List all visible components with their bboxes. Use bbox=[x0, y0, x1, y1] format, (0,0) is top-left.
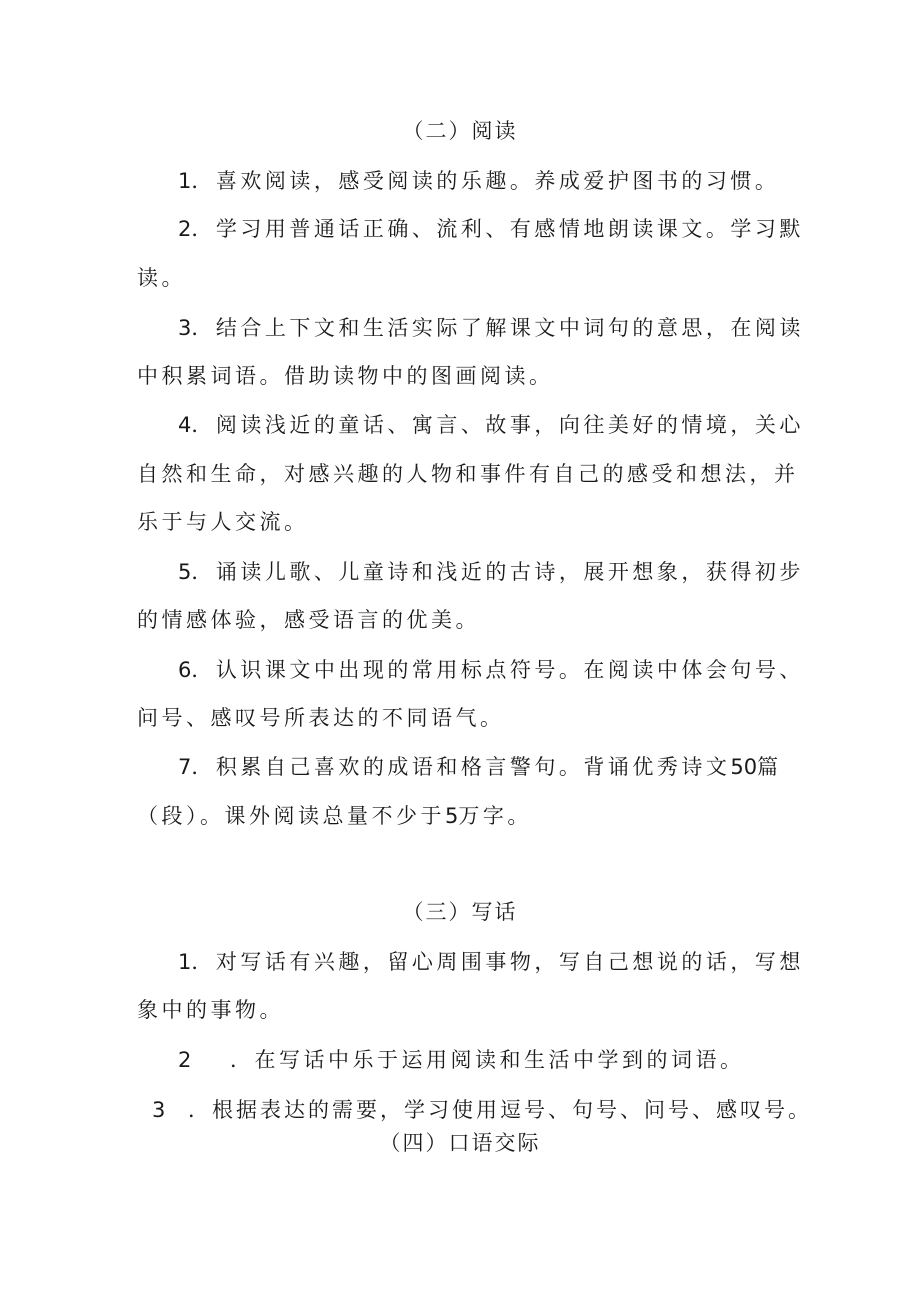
item-number-inline: 5 bbox=[445, 804, 459, 828]
reading-item-4-cont-2: 乐于与人交流。 bbox=[137, 510, 309, 534]
reading-item-2-cont: 读。 bbox=[137, 266, 186, 290]
item-number: 5 bbox=[178, 560, 192, 584]
item-text: ．积累自己喜欢的成语和格言警句。背诵优秀诗文 bbox=[191, 755, 731, 779]
reading-item-5-cont: 的情感体验，感受语言的优美。 bbox=[137, 608, 480, 632]
item-text: ．阅读浅近的童话、寓言、故事，向往美好的情境，关心 bbox=[191, 413, 804, 437]
reading-item-6-cont: 问号、感叹号所表达的不同语气。 bbox=[137, 706, 505, 730]
reading-item-5 bbox=[178, 557, 838, 587]
reading-item-4 bbox=[178, 410, 838, 440]
writing-item-1 bbox=[178, 947, 838, 977]
reading-item-4-cont-1: 自然和生命，对感兴趣的人物和事件有自己的感受和想法，并 bbox=[137, 462, 799, 486]
reading-item-7 bbox=[178, 752, 838, 782]
writing-item-2 bbox=[178, 1045, 838, 1075]
item-number: 6 bbox=[178, 658, 192, 682]
item-text: ．诵读儿歌、儿童诗和浅近的古诗，展开想象，获得初步 bbox=[191, 560, 804, 584]
item-text: ．喜欢阅读，感受阅读的乐趣。养成爱护图书的习惯。 bbox=[191, 169, 780, 193]
item-number-inline: 50 bbox=[730, 755, 758, 779]
item-text: ．学习用普通话正确、流利、有感情地朗读课文。学习默 bbox=[191, 217, 804, 241]
reading-item-2 bbox=[178, 214, 838, 244]
reading-item-7-cont bbox=[137, 801, 797, 831]
item-number: 2 bbox=[178, 1048, 192, 1072]
reading-item-3-cont: 中积累词语。借助读物中的图画阅读。 bbox=[137, 364, 554, 388]
item-number: 7 bbox=[178, 755, 192, 779]
section-heading-reading: （二）阅读 bbox=[402, 119, 518, 143]
item-number: 3 bbox=[152, 1098, 166, 1122]
item-text: ．结合上下文和生活实际了解课文中词句的意思，在阅读 bbox=[191, 316, 804, 340]
item-text: （段）。课外阅读总量不少于 bbox=[137, 804, 445, 828]
section-heading-writing: （三）写话 bbox=[402, 900, 518, 924]
reading-item-3 bbox=[178, 313, 838, 343]
item-number: 1 bbox=[178, 169, 192, 193]
item-number: 4 bbox=[178, 413, 192, 437]
item-text: 万字。 bbox=[458, 804, 532, 828]
item-number: 1 bbox=[178, 950, 192, 974]
item-text: ．认识课文中出现的常用标点符号。在阅读中体会句号、 bbox=[191, 658, 804, 682]
item-number: 2 bbox=[178, 217, 192, 241]
item-number: 3 bbox=[178, 316, 192, 340]
reading-item-6 bbox=[178, 655, 838, 685]
writing-item-3 bbox=[152, 1095, 812, 1125]
writing-item-1-cont: 象中的事物。 bbox=[137, 998, 284, 1022]
reading-item-1 bbox=[178, 166, 838, 196]
section-heading-oral: （四）口语交际 bbox=[379, 1131, 541, 1155]
item-text: ．对写话有兴趣，留心周围事物，写自己想说的话，写想 bbox=[191, 950, 804, 974]
item-text: ．根据表达的需要，学习使用逗号、句号、问号、感叹号。 bbox=[188, 1098, 812, 1122]
item-text: ．在写话中乐于运用阅读和生活中学到的词语。 bbox=[230, 1048, 745, 1072]
item-text-suffix: 篇 bbox=[757, 755, 782, 779]
